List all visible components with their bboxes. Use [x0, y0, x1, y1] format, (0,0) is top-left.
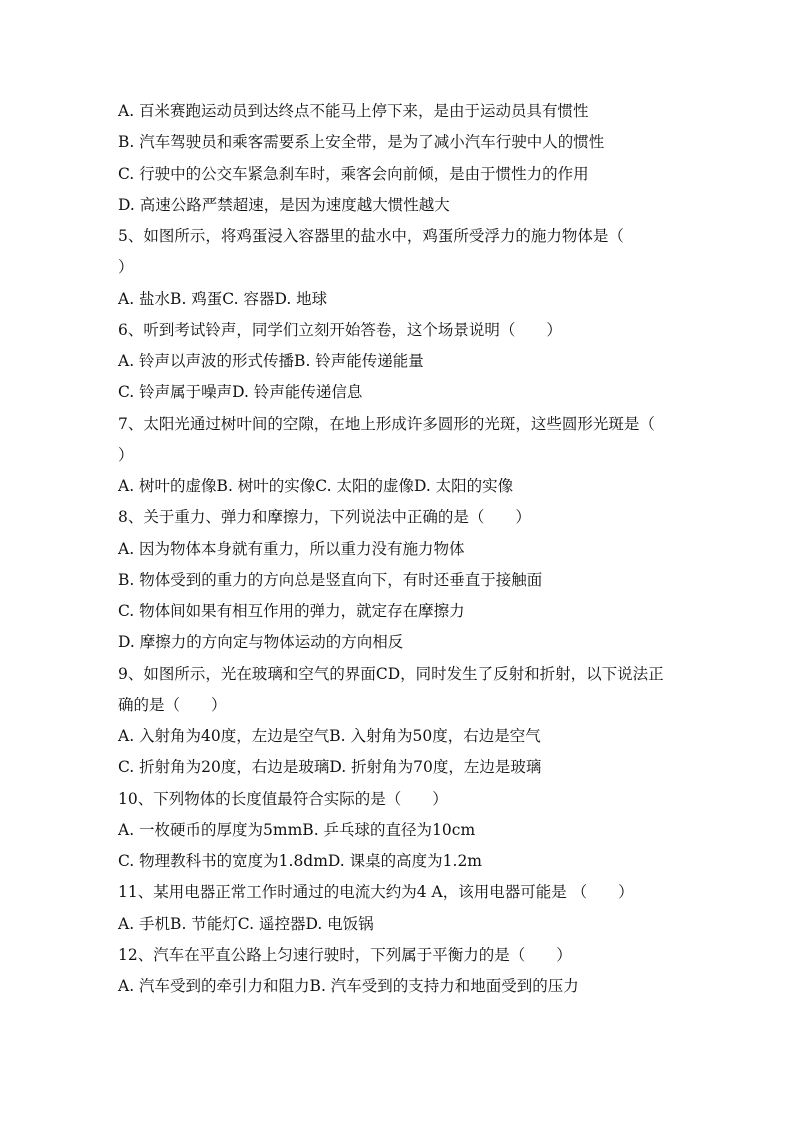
question-9-options: C. 折射角为20度，右边是玻璃D. 折射角为70度，左边是玻璃 — [118, 758, 542, 777]
text-line: C. 行驶中的公交车紧急刹车时，乘客会向前倾，是由于惯性力的作用 — [118, 164, 589, 183]
question-6-options: C. 铃声属于噪声D. 铃声能传递信息 — [118, 383, 363, 402]
question-11-stem: 11、某用电器正常工作时通过的电流大约为4 A，该用电器可能是 （ ） — [118, 883, 634, 902]
question-8-stem: 8、关于重力、弹力和摩擦力，下列说法中正确的是（ ） — [118, 508, 531, 527]
question-5-options: A. 盐水B. 鸡蛋C. 容器D. 地球 — [118, 289, 328, 308]
text-line: A. 百米赛跑运动员到达终点不能马上停下来，是由于运动员具有惯性 — [118, 102, 589, 120]
text-line: B. 汽车驾驶员和乘客需要系上安全带，是为了减小汽车行驶中人的惯性 — [118, 133, 605, 152]
question-11-options: A. 手机B. 节能灯C. 遥控器D. 电饭锅 — [118, 914, 374, 933]
text-line: D. 高速公路严禁超速，是因为速度越大惯性越大 — [118, 195, 450, 214]
question-12-stem: 12、汽车在平直公路上匀速行驶时，下列属于平衡力的是（ ） — [118, 945, 572, 964]
question-5-stem: 5、如图所示，将鸡蛋浸入容器里的盐水中，鸡蛋所受浮力的施力物体是（ — [118, 227, 624, 245]
text-line: ） — [118, 258, 134, 277]
question-10-options: A. 一枚硬币的厚度为5mmB. 乒乓球的直径为10cm — [118, 820, 476, 839]
question-text-block — [118, 96, 678, 1002]
question-9-options: A. 入射角为40度，左边是空气B. 入射角为50度，右边是空气 — [118, 727, 541, 745]
question-10-stem: 10、下列物体的长度值最符合实际的是（ ） — [118, 789, 448, 808]
question-12-options: A. 汽车受到的牵引力和阻力B. 汽车受到的支持力和地面受到的压力 — [118, 977, 579, 995]
text-line: 确的是（ ） — [118, 695, 227, 714]
text-line: ） — [118, 445, 134, 464]
question-10-options: C. 物理教科书的宽度为1.8dmD. 课桌的高度为1.2m — [118, 852, 483, 870]
question-7-stem: 7、太阳光通过树叶间的空隙，在地上形成许多圆形的光斑，这些圆形光斑是（ — [118, 414, 655, 433]
question-8-option: C. 物体间如果有相互作用的弹力，就定存在摩擦力 — [118, 602, 465, 620]
question-6-stem: 6、听到考试铃声，同学们立刻开始答卷，这个场景说明（ ） — [118, 320, 562, 339]
question-9-stem: 9、如图所示，光在玻璃和空气的界面CD，同时发生了反射和折射，以下说法正 — [118, 664, 664, 683]
question-8-option: D. 摩擦力的方向定与物体运动的方向相反 — [118, 633, 404, 652]
question-8-option: A. 因为物体本身就有重力，所以重力没有施力物体 — [118, 539, 465, 558]
question-7-options: A. 树叶的虚像B. 树叶的实像C. 太阳的虚像D. 太阳的实像 — [118, 477, 514, 495]
question-8-option: B. 物体受到的重力的方向总是竖直向下，有时还垂直于接触面 — [118, 570, 543, 589]
question-6-options: A. 铃声以声波的形式传播B. 铃声能传递能量 — [118, 352, 424, 370]
